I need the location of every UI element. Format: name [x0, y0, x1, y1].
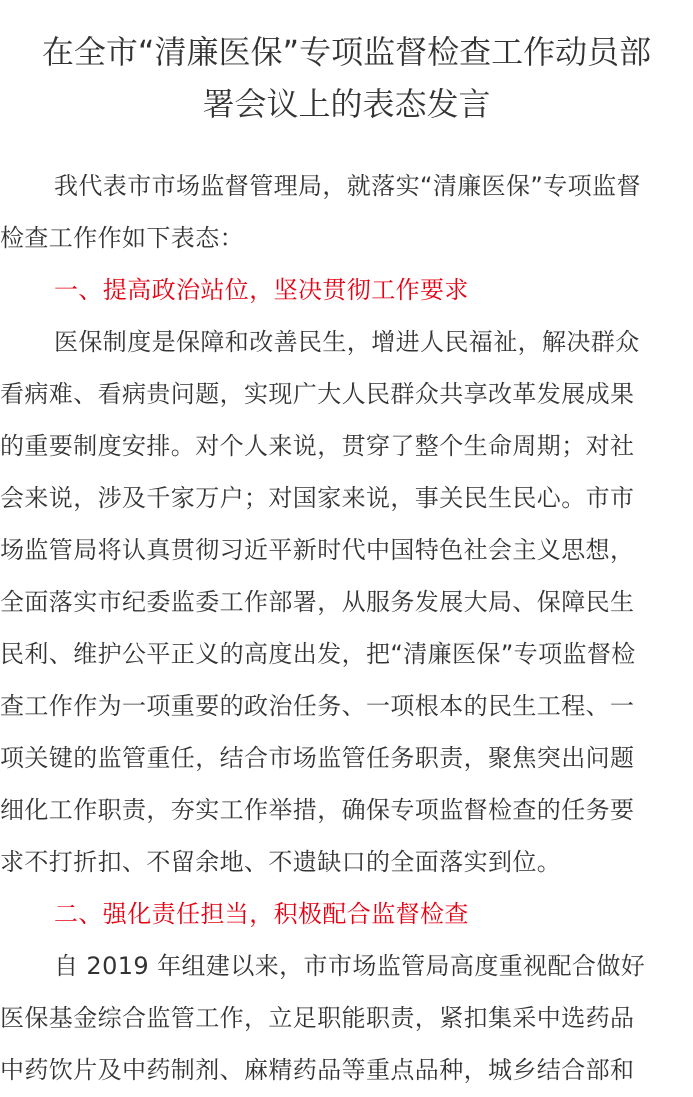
section-1-paragraph	[0, 316, 693, 888]
article-body	[0, 160, 693, 1096]
section-heading-2: 二、强化责任担当，积极配合监督检查	[54, 900, 469, 928]
text-line: 民利、维护公平正义的高度出发，把“清廉医保”专项监督检	[0, 640, 636, 668]
text-line: 自 2019 年组建以来，市市场监管局高度重视配合做好	[54, 952, 646, 980]
section-2-paragraph	[0, 940, 693, 1096]
text-line: 检查工作作如下表态：	[0, 224, 244, 252]
text-line: 项关键的监管重任，结合市场监管任务职责，聚焦突出问题	[0, 744, 635, 772]
section-heading-1: 一、提高政治站位，坚决贯彻工作要求	[54, 276, 469, 304]
intro-paragraph	[0, 160, 693, 264]
text-line: 我代表市市场监督管理局，就落实“清廉医保”专项监督	[54, 172, 641, 200]
title-line-2: 署会议上的表态发言	[202, 85, 491, 123]
text-line: 求不打折扣、不留余地、不遗缺口的全面落实到位。	[0, 848, 562, 876]
text-line: 的重要制度安排。对个人来说，贯穿了整个生命周期；对社	[0, 432, 635, 460]
title-line-1: 在全市“清廉医保”专项监督检查工作动员部	[41, 33, 652, 71]
text-line: 医保制度是保障和改善民生，增进人民福祉，解决群众	[54, 328, 640, 356]
text-line: 查工作作为一项重要的政治任务、一项根本的民生工程、一	[0, 692, 635, 720]
text-line: 全面落实市纪委监委工作部署，从服务发展大局、保障民生	[0, 588, 635, 616]
text-line: 医保基金综合监管工作，立足职能职责，紧扣集采中选药品	[0, 1004, 635, 1032]
text-line: 中药饮片及中药制剂、麻精药品等重点品种，城乡结合部和	[0, 1056, 635, 1084]
text-line: 细化工作职责，夯实工作举措，确保专项监督检查的任务要	[0, 796, 635, 824]
text-line: 会来说，涉及千家万户；对国家来说，事关民生民心。市市	[0, 484, 635, 512]
text-line: 场监管局将认真贯彻习近平新时代中国特色社会主义思想，	[0, 536, 635, 564]
text-line: 看病难、看病贵问题，实现广大人民群众共享改革发展成果	[0, 380, 635, 408]
article-title	[0, 0, 693, 130]
